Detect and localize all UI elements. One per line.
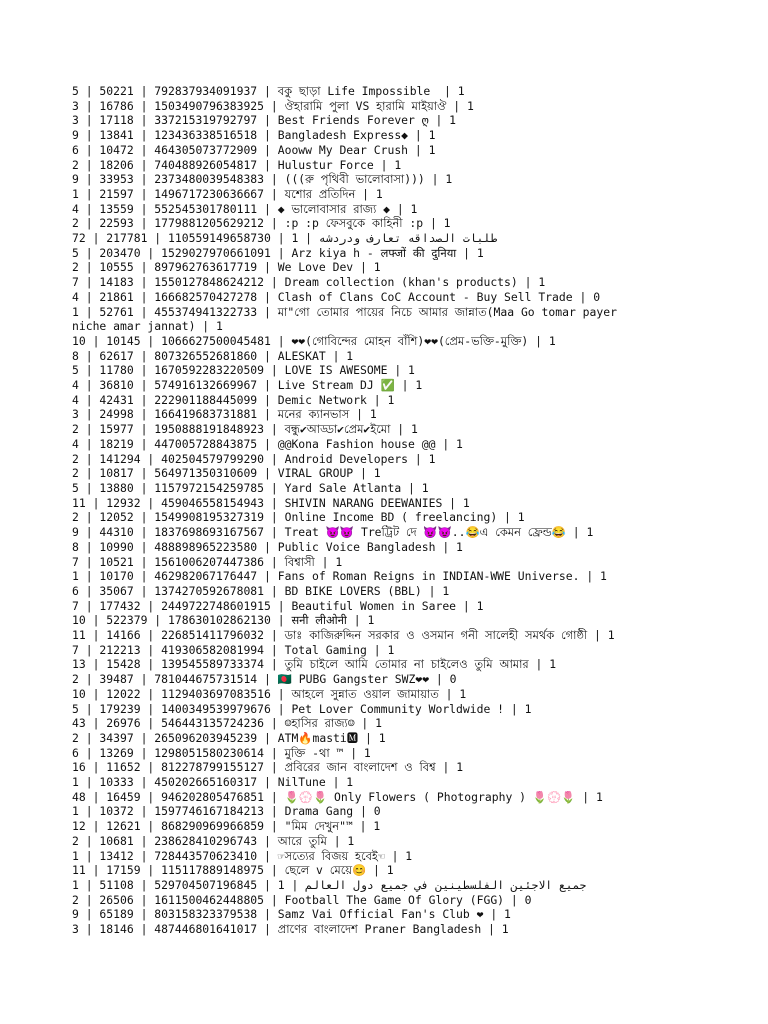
text-line: 2 | 10817 | 564971350310609 | VIRAL GROUP | 1 — [72, 466, 381, 481]
text-line: 4 | 13559 | 552545301780111 | ◆ ভালোবাসার রাজ্য ◆ | 1 — [72, 201, 418, 216]
text-line: 16 | 11652 | 812278799155127 | প্রবিরের জান বাংলাদেশ ও বিশ্ব | 1 — [72, 760, 464, 775]
text-line: 5 | 203470 | 1529027970661091 | Arz kiya h - लफ्जों की दुनिया | 1 — [72, 245, 484, 260]
text-line: 9 | 65189 | 803158323379538 | Samz Vai Official Fan's Club ❤ | 1 — [72, 907, 511, 922]
text-line: 12 | 12621 | 868290969966859 | "মিম দেখুন"™ | 1 — [72, 819, 381, 834]
text-line: 11 | 12932 | 459046558154943 | SHIVIN NARANG DEEWANIES | 1 — [72, 495, 470, 510]
text-document — [72, 84, 702, 937]
text-line: 43 | 26976 | 546443135724236 | ☺হাসির রাজ্য☺ | 1 — [72, 716, 382, 731]
text-line: 1 | 10372 | 1597746167184213 | Drama Gang | 0 — [72, 804, 381, 819]
text-line: 2 | 39487 | 781044675731514 | 🇧🇩 PUBG Gangster SWZ❤❤ | 0 — [72, 672, 457, 687]
text-line: 1 | 51108 | 529704507196845 | 1 | جميع الاجئين الفلسطينين في جميع دول العالم — [72, 877, 587, 892]
text-line: 3 | 18146 | 487446801641017 | প্রাণের বাংলাদেশ Praner Bangladesh | 1 — [72, 922, 509, 937]
text-line: 1 | 10170 | 462982067176447 | Fans of Roman Reigns in INDIAN-WWE Universe. | 1 — [72, 569, 607, 584]
text-line: 5 | 50221 | 792837934091937 | বকু ছাড়া Life Impossible | 1 — [72, 84, 465, 98]
text-line: 7 | 212213 | 419306582081994 | Total Gaming | 1 — [72, 642, 395, 657]
text-line: 2 | 15977 | 1950888191848923 | বন্ধু✔আড্ডা✔প্রেম✔ইমো | 1 — [72, 422, 418, 437]
text-line: 2 | 18206 | 740488926054817 | Hulustur Force | 1 — [72, 157, 402, 172]
text-line: 5 | 11780 | 1670592283220509 | LOVE IS AWESOME | 1 — [72, 363, 415, 378]
text-line: 13 | 15428 | 139545589733374 | তুমি চাইলে আমি তোমার না চাইলেও তুমি আমার | 1 — [72, 657, 557, 672]
text-line: 10 | 12022 | 1129403697083516 | আহলে সুন্নাত ওয়াল জামায়াত | 1 — [72, 686, 467, 701]
text-line: 5 | 179239 | 1400349539979676 | Pet Lover Community Worldwide ! | 1 — [72, 701, 532, 716]
text-line: 6 | 35067 | 1374270592678081 | BD BIKE LOVERS (BBL) | 1 — [72, 583, 450, 598]
text-line: 4 | 21861 | 166682570427278 | Clash of Clans CoC Account - Buy Sell Trade | 0 — [72, 289, 601, 304]
text-line: 2 | 12052 | 1549908195327319 | Online Income BD ( freelancing) | 1 — [72, 510, 525, 525]
text-line: 7 | 14183 | 1550127848624212 | Dream collection (khan's products) | 1 — [72, 275, 546, 290]
text-line: 4 | 42431 | 222901188445099 | Demic Network | 1 — [72, 392, 395, 407]
text-line: 1 | 52761 | 455374941322733 | মা"গো তোমার পায়ের নিচে আমার জান্নাত(Maa Go tomar payer — [72, 304, 617, 319]
text-line: 5 | 13880 | 1157972154259785 | Yard Sale Atlanta | 1 — [72, 480, 429, 495]
text-line: 2 | 22593 | 1779881205629212 | :p :p ফেসবুকে কাহিনী :p | 1 — [72, 216, 451, 231]
text-line: 9 | 44310 | 1837698693167567 | Treat 😈😈 Treট্রিট দে 😈😈..😂এ কেমন ফ্রেন্ড😂 | 1 — [72, 525, 594, 540]
text-line: 9 | 33953 | 2373480039548383 | (((রু পৃথিবী ভালোবাসা))) | 1 — [72, 172, 453, 187]
text-line: 4 | 18219 | 447005728843875 | @@Kona Fashion house @@ | 1 — [72, 436, 463, 451]
text-line: 11 | 14166 | 226851411796032 | ডাঃ কাজিরুদ্দিন সরকার ও ওসমান গনী সালেহী সমর্থক গোষ্ঠী | 1 — [72, 628, 615, 643]
text-line: 1 | 13412 | 728443570623410 | ☞সত্যের বিজয় হবেই☜ | 1 — [72, 848, 413, 863]
text-line: 2 | 26506 | 1611500462448805 | Football The Game Of Glory (FGG) | 0 — [72, 892, 532, 907]
text-line: 4 | 36810 | 574916132669967 | Live Stream DJ ✅ | 1 — [72, 378, 423, 393]
text-line: 1 | 10333 | 450202665160317 | NilTune | 1 — [72, 775, 354, 790]
text-line: 2 | 141294 | 402504579799290 | Android Developers | 1 — [72, 451, 436, 466]
text-line: 8 | 10990 | 488898965223580 | Public Voice Bangladesh | 1 — [72, 539, 463, 554]
text-line: 7 | 177432 | 2449722748601915 | Beautiful Women in Saree | 1 — [72, 598, 484, 613]
text-line: 2 | 10555 | 897962763617719 | We Love Dev | 1 — [72, 260, 381, 275]
text-line: 10 | 522379 | 178630102862130 | सनी लीओनी | 1 — [72, 613, 375, 628]
text-line: niche amar jannat) | 1 — [72, 319, 223, 334]
text-line: 10 | 10145 | 1066627500045481 | ❤❤(গোবিন্দের মোহন বাঁশি)❤❤(প্রেম-ভক্তি-মুক্তি) | 1 — [72, 333, 556, 348]
text-line: 2 | 10681 | 238628410296743 | আরে তুমি | 1 — [72, 833, 355, 848]
text-line: 3 | 24998 | 166419683731881 | মনের ক্যানভাস | 1 — [72, 407, 377, 422]
text-line: 7 | 10521 | 1561006207447386 | বিশ্বাসী | 1 — [72, 554, 343, 569]
text-line: 2 | 34397 | 265096203945239 | ATM🔥masti🅼 | 1 — [72, 730, 386, 745]
text-line: 6 | 13269 | 1298051580230614 | মুক্তি -থা ™ | 1 — [72, 745, 371, 760]
text-line: 3 | 17118 | 337215319792797 | Best Friends Forever ღ | 1 — [72, 113, 457, 128]
text-line: 3 | 16786 | 1503490796383925 | ঔহারামি পুলা VS হারামি মাইয়াঔ | 1 — [72, 98, 474, 113]
text-line: 9 | 13841 | 123436338516518 | Bangladesh Express◆ | 1 — [72, 128, 436, 143]
text-line: 72 | 217781 | 110559149658730 | 1 | طلبات الصداقه تعارف ودردشه — [72, 231, 498, 246]
text-line: 6 | 10472 | 464305073772909 | Aooww My Dear Crush | 1 — [72, 142, 436, 157]
text-line: 48 | 16459 | 946202805476851 | 🌷💮🌷 Only Flowers ( Photography ) 🌷💮🌷 | 1 — [72, 789, 603, 804]
text-line: 1 | 21597 | 1496717230636667 | যশোর প্রতিদিন | 1 — [72, 186, 383, 201]
text-line: 11 | 17159 | 115117889148975 | ছেলে v মেয়ে😊 | 1 — [72, 863, 394, 878]
text-line: 8 | 62617 | 807326552681860 | ALESKAT | 1 — [72, 348, 354, 363]
